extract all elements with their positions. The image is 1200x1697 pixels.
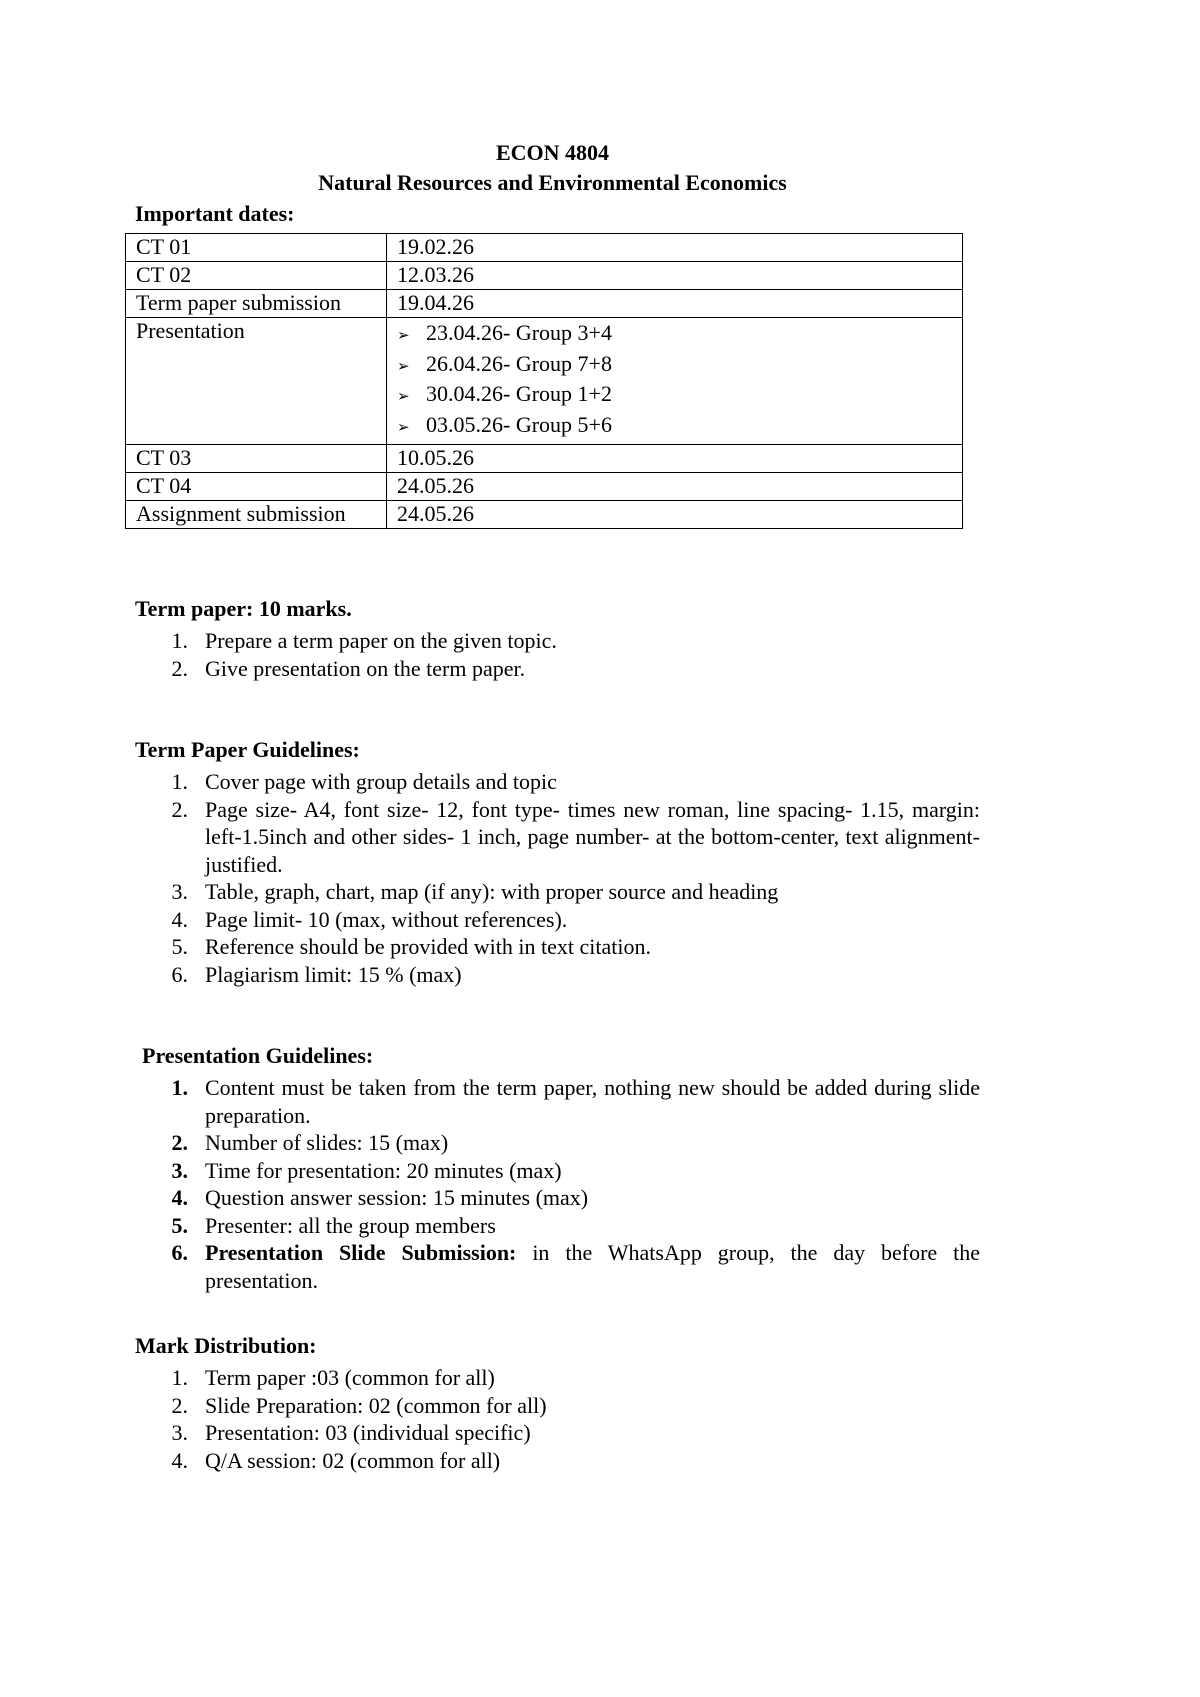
table-row xyxy=(126,473,963,501)
section-heading: Mark Distribution: xyxy=(135,1333,317,1358)
list-item-text: Table, graph, chart, map (if any): with proper source and heading xyxy=(205,879,779,904)
list-item xyxy=(125,768,980,796)
list-item-number: 2. xyxy=(171,655,188,681)
list-item-number: 5. xyxy=(171,934,188,959)
page-subtitle: Natural Resources and Environmental Economics xyxy=(318,170,787,195)
row-value-cell: 12.03.26 xyxy=(387,262,963,290)
list-item-number: 3. xyxy=(171,879,188,904)
sections xyxy=(125,595,980,1474)
row-label-cell: CT 02 xyxy=(126,262,387,290)
row-label-cell: CT 03 xyxy=(126,445,387,473)
row-value-cell xyxy=(387,318,963,445)
list-item-number: 2. xyxy=(171,1130,188,1155)
table-row xyxy=(126,290,963,318)
list-item-number: 4. xyxy=(171,1185,188,1210)
list-item-text: Number of slides: 15 (max) xyxy=(205,1130,449,1155)
list-item-text: Content must be taken from the term paper, nothing new should be added during slide preparation. xyxy=(205,1075,980,1128)
arrow-bullet-icon: ➢ xyxy=(397,417,410,436)
page-title: ECON 4804 xyxy=(495,140,610,165)
list-item-text: Presenter: all the group members xyxy=(205,1212,496,1238)
section-heading: Term paper: 10 marks. xyxy=(135,596,352,621)
row-value-cell: 24.05.26 xyxy=(387,501,963,529)
section-list xyxy=(125,627,980,682)
table-row xyxy=(126,262,963,290)
arrow-bullet-icon: ➢ xyxy=(397,326,410,344)
list-item-text: Page size- A4, font size- 12, font type- times new roman, line spacing- 1.15, margin: left-1.5inch and other sides- 1 inch, page number- at the bottom-center, text alignment- justified. xyxy=(205,796,980,877)
bullet-item xyxy=(397,319,954,350)
row-label-cell: Presentation xyxy=(126,318,387,445)
list-item xyxy=(125,1392,980,1420)
list-item-number: 2. xyxy=(171,796,188,822)
list-item xyxy=(125,1129,980,1157)
list-item-number: 4. xyxy=(171,1447,188,1473)
bullet-item xyxy=(397,380,954,411)
list-item-number: 2. xyxy=(171,1392,188,1418)
list-item xyxy=(125,1239,980,1294)
list-item xyxy=(125,627,980,655)
section-presentation-guidelines xyxy=(125,1042,980,1294)
bullet-text: 03.05.26- Group 5+6 xyxy=(426,411,612,437)
list-item-text: Page limit- 10 (max, without references). xyxy=(205,906,568,932)
list-item-number: 3. xyxy=(171,1420,188,1445)
list-item-number: 1. xyxy=(171,628,188,653)
bullet-item xyxy=(397,350,954,381)
dates-heading: Important dates: xyxy=(135,201,295,226)
list-item-number: 1. xyxy=(171,1075,188,1100)
list-item-text: Question answer session: 15 minutes (max) xyxy=(205,1185,589,1210)
row-label-cell: CT 04 xyxy=(126,473,387,501)
arrow-bullet-icon: ➢ xyxy=(397,387,410,405)
section-list xyxy=(125,1074,980,1294)
section-mark-distribution xyxy=(125,1332,980,1474)
section-heading: Presentation Guidelines: xyxy=(142,1043,374,1068)
list-item xyxy=(125,1212,980,1240)
list-item xyxy=(125,1419,980,1447)
list-item xyxy=(125,933,980,961)
row-value-cell: 19.04.26 xyxy=(387,290,963,318)
arrow-bullet-icon: ➢ xyxy=(397,356,410,375)
list-item-text: Slide Preparation: 02 (common for all) xyxy=(205,1392,547,1418)
list-item xyxy=(125,796,980,879)
list-item xyxy=(125,1157,980,1185)
row-value-cell: 10.05.26 xyxy=(387,445,963,473)
section-list xyxy=(125,1364,980,1474)
row-label-cell: Assignment submission xyxy=(126,501,387,529)
row-label-cell: Term paper submission xyxy=(126,290,387,318)
list-item-text: Plagiarism limit: 15 % (max) xyxy=(205,961,462,987)
list-item-number: 5. xyxy=(171,1212,188,1238)
list-item-text: Time for presentation: 20 minutes (max) xyxy=(205,1157,562,1183)
row-label-cell: CT 01 xyxy=(126,234,387,262)
list-item xyxy=(125,1184,980,1212)
list-item-text: Prepare a term paper on the given topic. xyxy=(205,628,557,653)
list-item-bold-lead: Presentation Slide Submission: xyxy=(205,1240,517,1265)
list-item-number: 1. xyxy=(171,769,188,794)
row-value-cell: 24.05.26 xyxy=(387,473,963,501)
bullet-text: 26.04.26- Group 7+8 xyxy=(426,350,612,376)
important-dates-table xyxy=(125,233,963,529)
table-row xyxy=(126,501,963,529)
list-item-text: Q/A session: 02 (common for all) xyxy=(205,1447,501,1473)
dates-table-body xyxy=(126,234,963,529)
row-value-cell: 19.02.26 xyxy=(387,234,963,262)
section-term-paper-guidelines xyxy=(125,736,980,988)
list-item-text: Give presentation on the term paper. xyxy=(205,655,526,681)
list-item-text: Presentation Slide Submission: in the WhatsApp group, the day before the presentation. xyxy=(205,1240,980,1293)
list-item-text: Presentation: 03 (individual specific) xyxy=(205,1420,531,1445)
title-block xyxy=(125,138,980,198)
bullet-text: 30.04.26- Group 1+2 xyxy=(426,381,612,406)
list-item-number: 6. xyxy=(171,961,188,987)
list-item xyxy=(125,1364,980,1392)
list-item-number: 6. xyxy=(171,1240,188,1265)
list-item xyxy=(125,878,980,906)
bullet-item xyxy=(397,411,954,442)
list-item-text: Cover page with group details and topic xyxy=(205,769,557,794)
section-term-paper xyxy=(125,595,980,682)
list-item-text: Reference should be provided with in text citation. xyxy=(205,934,651,959)
table-row xyxy=(126,445,963,473)
bullet-text: 23.04.26- Group 3+4 xyxy=(426,320,612,345)
list-item xyxy=(125,1074,980,1129)
table-row xyxy=(126,234,963,262)
list-item xyxy=(125,961,980,989)
list-item xyxy=(125,906,980,934)
list-item-number: 3. xyxy=(171,1157,188,1183)
list-item-number: 1. xyxy=(171,1365,188,1390)
section-list xyxy=(125,768,980,988)
list-item xyxy=(125,655,980,683)
section-heading: Term Paper Guidelines: xyxy=(135,737,360,762)
table-row xyxy=(126,318,963,445)
list-item-text: Term paper :03 (common for all) xyxy=(205,1365,495,1390)
list-item-number: 4. xyxy=(171,906,188,932)
list-item xyxy=(125,1447,980,1475)
